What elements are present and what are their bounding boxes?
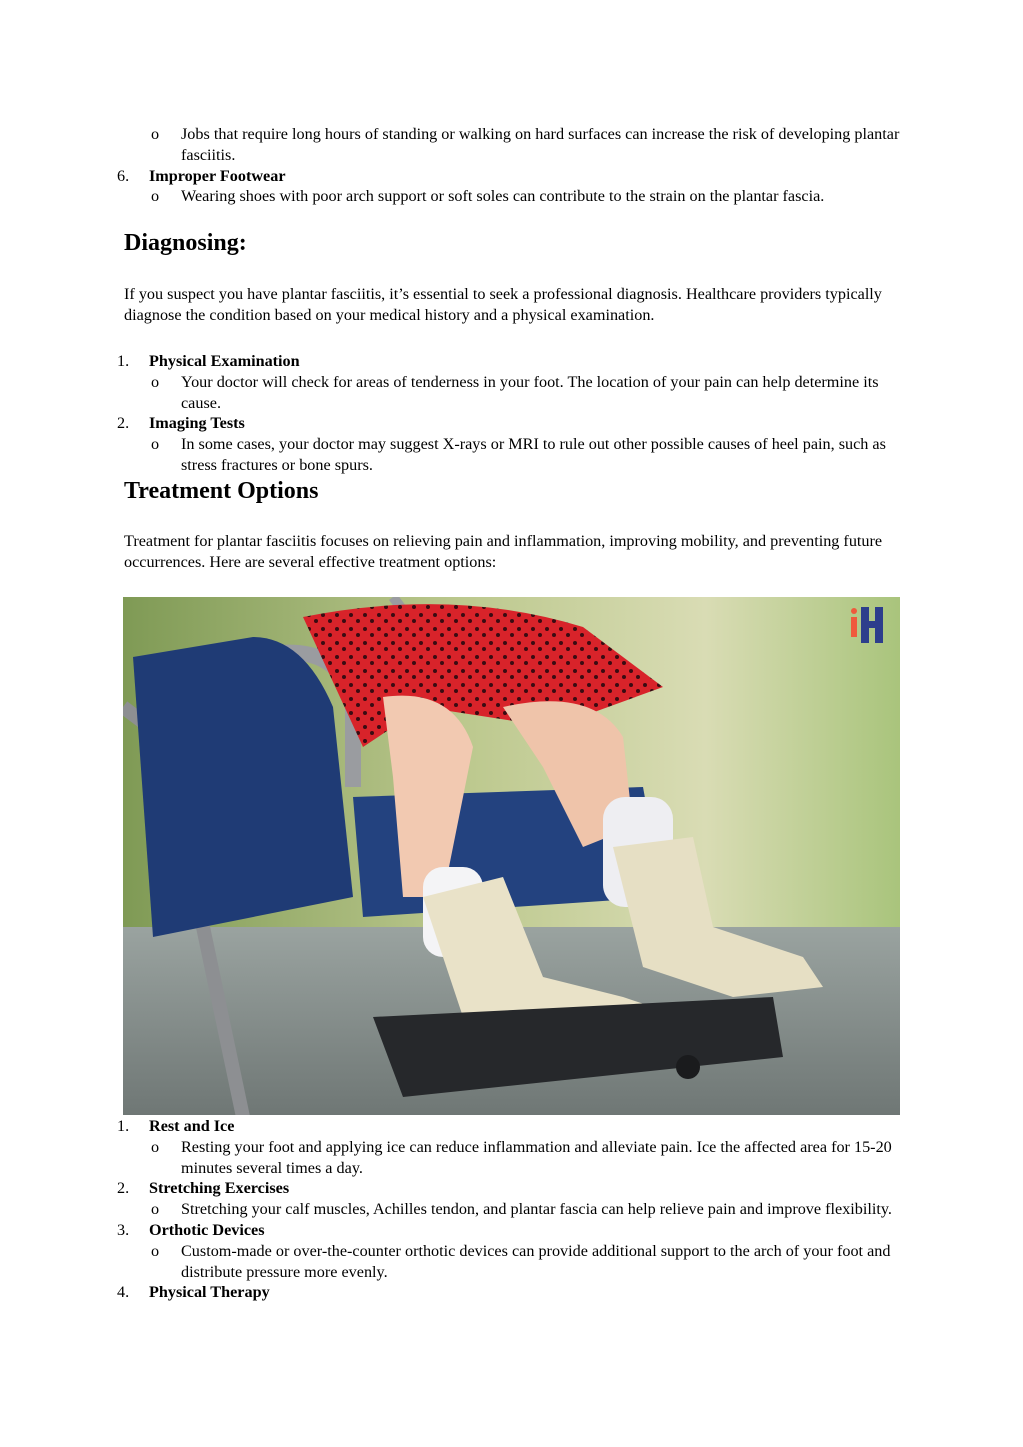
item-number: 2.: [117, 1179, 130, 1198]
item-number: 2.: [117, 414, 130, 433]
list-item-physical-examination: [0, 351, 1023, 372]
heading-treatment-options: Treatment Options: [124, 478, 319, 504]
bullet: o: [151, 187, 160, 206]
diagnosing-intro: If you suspect you have plantar fasciitis, it’s essential to seek a professional diagnosis. Healthcare providers typically diagnose the condition based on your medical history and a physical examination.: [124, 285, 882, 324]
bullet: o: [151, 1200, 160, 1219]
subitem-text: In some cases, your doctor may suggest X-rays or MRI to rule out other possible causes of heel pain, such as stress fractures or bone spurs.: [181, 435, 886, 474]
bullet: o: [151, 125, 160, 143]
treatment-list: [0, 1116, 1023, 1303]
subitem-text: Custom-made or over-the-counter orthotic devices can provide additional support to the arch of your foot and distribute pressure more evenly.: [181, 1241, 891, 1281]
subitem-text: Stretching your calf muscles, Achilles tendon, and plantar fascia can help relieve pain and improve flexibility.: [181, 1200, 892, 1219]
heading-diagnosing: Diagnosing:: [124, 230, 247, 256]
subitem-text: Resting your foot and applying ice can reduce inflammation and alleviate pain. Ice the affected area for 15-20 minutes several times a day.: [181, 1137, 892, 1177]
list-item-physical-therapy: [0, 1282, 1023, 1303]
bullet: o: [151, 1137, 160, 1156]
list-item-rest-and-ice: [0, 1116, 1023, 1137]
subitem-text: Jobs that require long hours of standing or walking on hard surfaces can increase the risk of developing plantar fasciitis.: [181, 125, 900, 164]
subitem-text: Your doctor will check for areas of tenderness in your foot. The location of your pain can help determine its cause.: [181, 372, 879, 412]
item-title: Imaging Tests: [149, 414, 245, 433]
item-title: Rest and Ice: [149, 1117, 235, 1135]
item-title: Physical Therapy: [149, 1283, 270, 1302]
item-number: 1.: [117, 1117, 130, 1135]
top-list: [0, 124, 1023, 207]
list-subitem: [0, 372, 1023, 414]
item-title: Stretching Exercises: [149, 1179, 290, 1198]
list-subitem: [0, 186, 1023, 207]
list-item-imaging-tests: [0, 413, 1023, 434]
list-item-stretching-exercises: [0, 1178, 1023, 1199]
item-number: 3.: [117, 1220, 130, 1239]
item-title: Improper Footwear: [149, 166, 286, 185]
treatment-intro: Treatment for plantar fasciitis focuses on relieving pain and inflammation, improving mobility, and preventing future occurrences. Here are several effective treatment options:: [124, 532, 883, 571]
list-subitem: [0, 124, 1023, 166]
item-title: Orthotic Devices: [149, 1220, 265, 1239]
item-number: 4.: [117, 1283, 130, 1302]
item-title: Physical Examination: [149, 352, 300, 370]
bullet: o: [151, 1241, 160, 1260]
bullet: o: [151, 372, 160, 391]
list-subitem: [0, 1137, 1023, 1179]
list-item-improper-footwear: [0, 166, 1023, 187]
photo-child-orthotic-braces: [123, 597, 900, 1115]
item-number: 6.: [117, 166, 130, 185]
list-subitem: [0, 1199, 1023, 1220]
list-item-orthotic-devices: [0, 1220, 1023, 1241]
item-number: 1.: [117, 352, 130, 370]
bullet: o: [151, 435, 160, 454]
list-subitem: [0, 1241, 1023, 1283]
diagnosing-list: [0, 351, 1023, 476]
list-subitem: [0, 434, 1023, 476]
subitem-text: Wearing shoes with poor arch support or soft soles can contribute to the strain on the plantar fascia.: [181, 187, 825, 206]
